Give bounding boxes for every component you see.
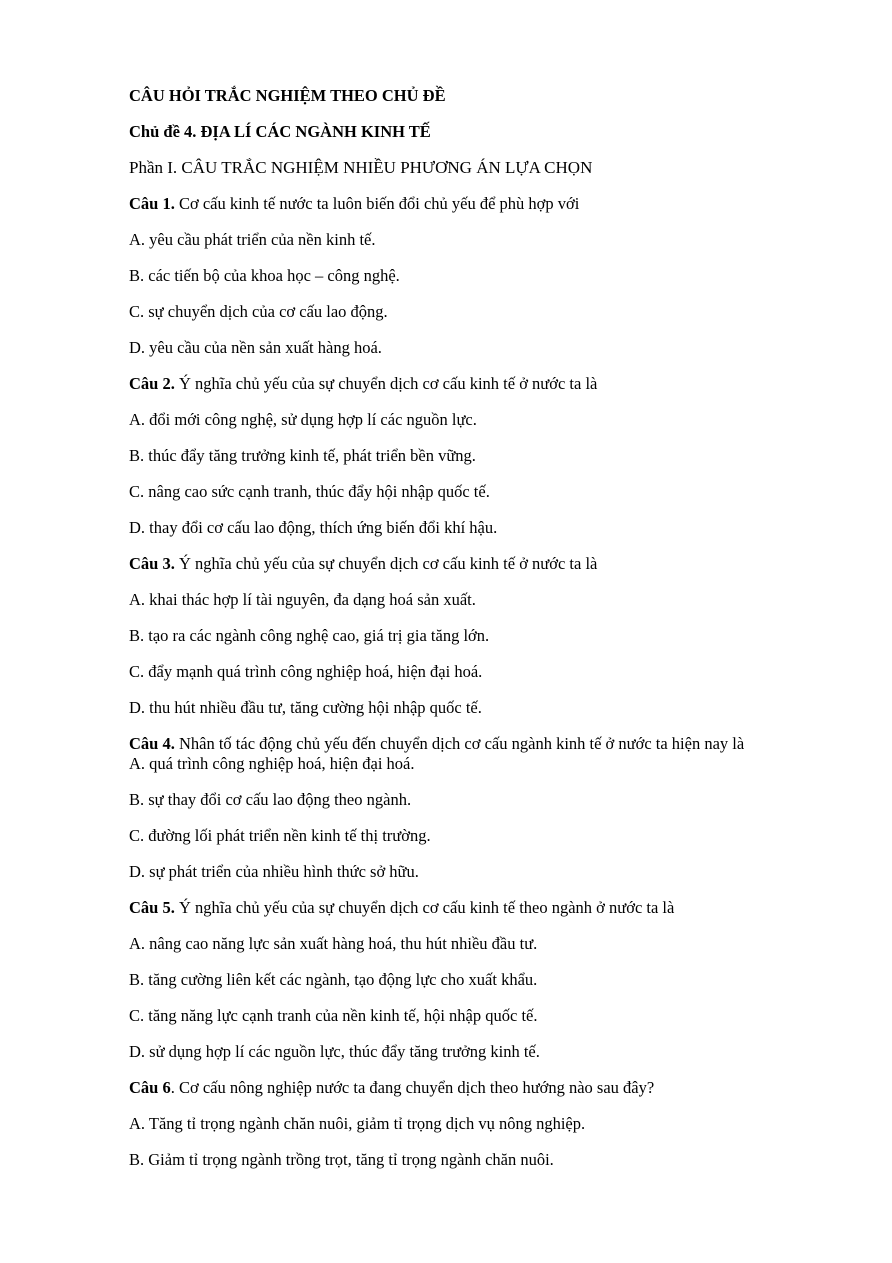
option-c: C. tăng năng lực cạnh tranh của nền kinh tế, hội nhập quốc tế.	[129, 1006, 538, 1025]
question-stem	[129, 554, 829, 574]
question-3	[129, 554, 829, 718]
option-a: A. quá trình công nghiệp hoá, hiện đại hoá.	[129, 754, 415, 773]
option-b: B. thúc đẩy tăng trưởng kinh tế, phát triển bền vững.	[129, 446, 476, 465]
document-title: CÂU HỎI TRẮC NGHIỆM THEO CHỦ ĐỀ	[129, 86, 446, 105]
question-stem	[129, 898, 829, 918]
question-number: Câu 5.	[129, 898, 175, 917]
document-page	[129, 86, 829, 1186]
option-c: C. đường lối phát triển nền kinh tế thị trường.	[129, 826, 431, 845]
option-a: A. nâng cao năng lực sản xuất hàng hoá, thu hút nhiều đầu tư.	[129, 934, 538, 953]
option-d: D. thay đổi cơ cấu lao động, thích ứng biến đổi khí hậu.	[129, 518, 498, 537]
option-d: D. yêu cầu của nền sản xuất hàng hoá.	[129, 338, 382, 357]
question-text: Nhân tố tác động chủ yếu đến chuyển dịch cơ cấu ngành kinh tế ở nước ta hiện nay là	[174, 734, 745, 753]
question-text: Cơ cấu kinh tế nước ta luôn biến đổi chủ yếu để phù hợp với	[174, 194, 580, 213]
question-number: Câu 6	[129, 1078, 171, 1097]
question-number: Câu 3.	[129, 554, 175, 573]
option-a: A. Tăng tỉ trọng ngành chăn nuôi, giảm tỉ trọng dịch vụ nông nghiệp.	[129, 1114, 586, 1133]
option-b: B. sự thay đổi cơ cấu lao động theo ngành.	[129, 790, 412, 809]
question-text: Ý nghĩa chủ yếu của sự chuyển dịch cơ cấu kinh tế theo ngành ở nước ta là	[174, 898, 675, 917]
question-5	[129, 898, 829, 1062]
question-text: Ý nghĩa chủ yếu của sự chuyển dịch cơ cấu kinh tế ở nước ta là	[174, 554, 598, 573]
option-d: D. thu hút nhiều đầu tư, tăng cường hội nhập quốc tế.	[129, 698, 482, 717]
option-c: C. nâng cao sức cạnh tranh, thúc đẩy hội nhập quốc tế.	[129, 482, 490, 501]
question-text: Ý nghĩa chủ yếu của sự chuyển dịch cơ cấu kinh tế ở nước ta là	[174, 374, 598, 393]
question-1	[129, 194, 829, 358]
topic-heading: Chủ đề 4. ĐỊA LÍ CÁC NGÀNH KINH TẾ	[129, 122, 431, 141]
option-b: B. tạo ra các ngành công nghệ cao, giá trị gia tăng lớn.	[129, 626, 490, 645]
option-c: C. sự chuyển dịch của cơ cấu lao động.	[129, 302, 388, 321]
question-stem	[129, 1078, 829, 1098]
question-2	[129, 374, 829, 538]
question-number: Câu 2.	[129, 374, 175, 393]
option-a: A. đổi mới công nghệ, sử dụng hợp lí các nguồn lực.	[129, 410, 477, 429]
question-number: Câu 1.	[129, 194, 175, 213]
question-stem	[129, 374, 829, 394]
question-stem	[129, 194, 829, 214]
question-stem	[129, 734, 829, 754]
question-6	[129, 1078, 829, 1170]
question-text: . Cơ cấu nông nghiệp nước ta đang chuyển dịch theo hướng nào sau đây?	[170, 1078, 655, 1097]
part-heading: Phần I. CÂU TRẮC NGHIỆM NHIỀU PHƯƠNG ÁN LỰA CHỌN	[129, 158, 593, 177]
option-a: A. yêu cầu phát triển của nền kinh tế.	[129, 230, 376, 249]
option-b: B. Giảm tỉ trọng ngành trồng trọt, tăng tỉ trọng ngành chăn nuôi.	[129, 1150, 554, 1169]
option-d: D. sử dụng hợp lí các nguồn lực, thúc đẩy tăng trưởng kinh tế.	[129, 1042, 540, 1061]
option-b: B. tăng cường liên kết các ngành, tạo động lực cho xuất khẩu.	[129, 970, 538, 989]
option-d: D. sự phát triển của nhiều hình thức sở hữu.	[129, 862, 419, 881]
question-4	[129, 734, 829, 882]
option-b: B. các tiến bộ của khoa học – công nghệ.	[129, 266, 400, 285]
option-c: C. đẩy mạnh quá trình công nghiệp hoá, hiện đại hoá.	[129, 662, 483, 681]
question-number: Câu 4.	[129, 734, 175, 753]
option-a: A. khai thác hợp lí tài nguyên, đa dạng hoá sản xuất.	[129, 590, 476, 609]
